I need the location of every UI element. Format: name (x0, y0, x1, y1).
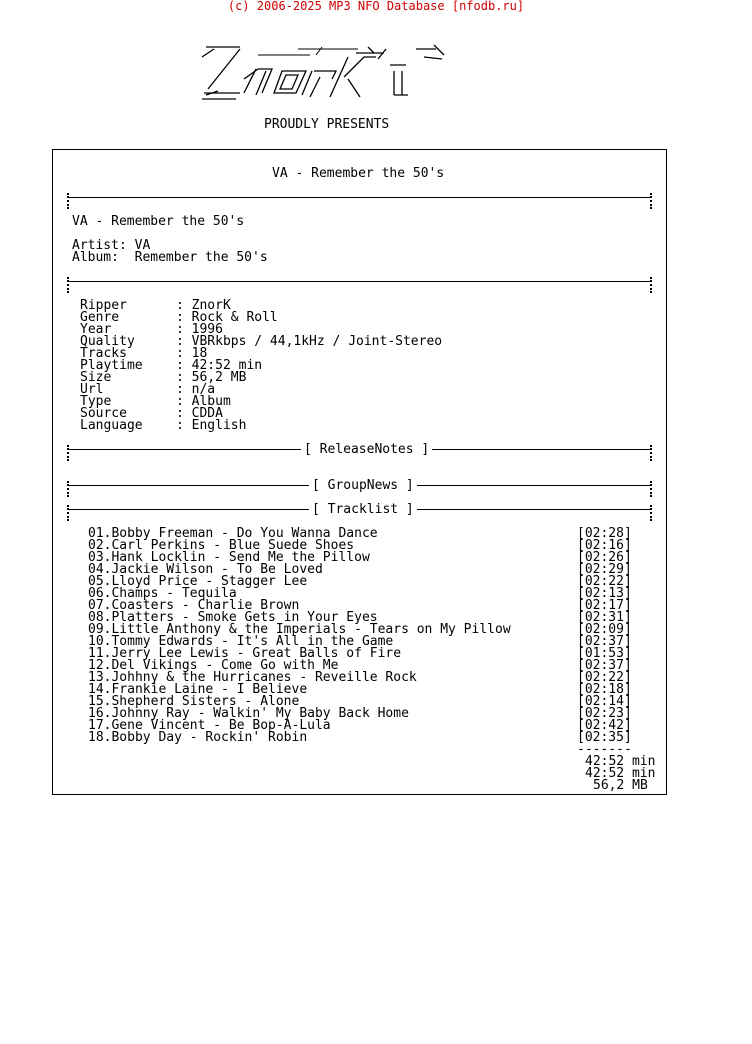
info-row (80, 336, 442, 348)
track-duration: [02:23] (577, 706, 632, 721)
release-notes-heading: [ ReleaseNotes ] (301, 444, 432, 456)
track-title: Johnny Ray - Walkin' My Baby Back Home (111, 706, 409, 721)
release-title: VA - Remember the 50's (272, 166, 445, 181)
track-row (88, 732, 638, 744)
info-value: 42:52 min (191, 358, 263, 373)
info-row (80, 312, 442, 324)
track-duration: [02:31] (577, 610, 632, 625)
total-size: 56,2 MB (593, 778, 648, 793)
total-playtime: 42:52 min (585, 754, 656, 769)
track-number: 07. (88, 598, 112, 613)
track-duration: [02:37] (577, 634, 632, 649)
track-number: 02. (88, 538, 112, 553)
info-key: Quality (80, 334, 135, 349)
track-duration: [02:35] (577, 730, 632, 745)
info-value: 18 (191, 346, 208, 361)
artist-line: Artist: VA (72, 238, 151, 253)
info-separator: : (176, 346, 192, 361)
track-title: Hank Locklin - Send Me the Pillow (111, 550, 370, 565)
release-notes-rule (67, 444, 653, 456)
section-rule (67, 276, 653, 288)
track-number: 15. (88, 694, 112, 709)
info-key: Tracks (80, 346, 127, 361)
track-duration: [02:22] (577, 670, 632, 685)
info-row (80, 372, 442, 384)
track-title: Platters - Smoke Gets in Your Eyes (111, 610, 378, 625)
info-separator: : (176, 394, 192, 409)
info-value: Rock & Roll (191, 310, 278, 325)
track-title: Coasters - Charlie Brown (111, 598, 300, 613)
proudly-presents: PROUDLY PRESENTS (264, 117, 390, 132)
info-key: Size (80, 370, 112, 385)
track-number: 06. (88, 586, 112, 601)
track-number: 16. (88, 706, 112, 721)
info-key: Genre (80, 310, 120, 325)
track-number: 03. (88, 550, 112, 565)
info-key: Ripper (80, 298, 127, 313)
track-number: 17. (88, 718, 112, 733)
album-line: Album: Remember the 50's (72, 250, 268, 265)
track-duration: [02:09] (577, 622, 632, 637)
tracklist-heading: [ Tracklist ] (309, 504, 417, 516)
info-table (80, 300, 442, 432)
track-title: Bobby Freeman - Do You Wanna Dance (111, 526, 378, 541)
info-key: Language (80, 418, 143, 433)
group-news-rule (67, 480, 653, 492)
track-duration: [02:28] (577, 526, 632, 541)
info-value: VBRkbps / 44,1kHz / Joint-Stereo (191, 334, 443, 349)
group-news-heading: [ GroupNews ] (309, 480, 417, 492)
track-title: Gene Vincent - Be Bop-A-Lula (111, 718, 331, 733)
track-duration: [02:42] (577, 718, 632, 733)
info-row (80, 420, 442, 432)
track-title: Johhny & the Hurricanes - Reveille Rock (111, 670, 417, 685)
info-separator: : (176, 334, 192, 349)
track-duration: [02:29] (577, 562, 632, 577)
track-number: 18. (88, 730, 112, 745)
track-title: Jerry Lee Lewis - Great Balls of Fire (111, 646, 402, 661)
track-duration: [02:13] (577, 586, 632, 601)
info-separator: : (176, 370, 192, 385)
track-number: 10. (88, 634, 112, 649)
track-duration: [02:18] (577, 682, 632, 697)
info-separator: : (176, 418, 192, 433)
info-key: Url (80, 382, 104, 397)
release-heading: VA - Remember the 50's (72, 214, 245, 229)
tracklist-rule (67, 504, 653, 516)
track-title: Frankie Laine - I Believe (111, 682, 308, 697)
info-row (80, 360, 442, 372)
track-title: Champs - Tequila (111, 586, 237, 601)
track-number: 01. (88, 526, 112, 541)
info-row (80, 384, 442, 396)
track-number: 05. (88, 574, 112, 589)
track-duration: [02:37] (577, 658, 632, 673)
info-separator: : (176, 358, 192, 373)
track-number: 12. (88, 658, 112, 673)
info-separator: : (176, 382, 192, 397)
track-duration: [02:17] (577, 598, 632, 613)
track-title: Bobby Day - Rockin' Robin (111, 730, 308, 745)
info-value: n/a (191, 382, 216, 397)
info-key: Year (80, 322, 112, 337)
info-separator: : (176, 406, 192, 421)
track-duration: [02:14] (577, 694, 632, 709)
section-rule (67, 192, 653, 204)
info-value: Album (191, 394, 231, 409)
track-title: Jackie Wilson - To Be Loved (111, 562, 323, 577)
track-title: Carl Perkins - Blue Suede Shoes (111, 538, 355, 553)
info-value: CDDA (191, 406, 223, 421)
copyright-notice: (c) 2006-2025 MP3 NFO Database [nfodb.ru] (227, 0, 525, 13)
track-number: 11. (88, 646, 112, 661)
track-title: Del Vikings - Come Go with Me (111, 658, 339, 673)
track-number: 13. (88, 670, 112, 685)
info-key: Playtime (80, 358, 143, 373)
znork-logo (198, 43, 458, 101)
nfo-box (52, 149, 667, 795)
info-key: Type (80, 394, 112, 409)
track-duration: [01:53] (577, 646, 632, 661)
info-separator: : (176, 322, 192, 337)
track-number: 08. (88, 610, 112, 625)
track-title: Little Anthony & the Imperials - Tears on My Pillow (111, 622, 511, 637)
track-title: Tommy Edwards - It's All in the Game (111, 634, 394, 649)
info-value: English (191, 418, 247, 433)
info-key: Source (80, 406, 127, 421)
tracklist (88, 528, 638, 744)
track-number: 09. (88, 622, 112, 637)
track-number: 04. (88, 562, 112, 577)
info-value: 1996 (191, 322, 223, 337)
track-duration: [02:26] (577, 550, 632, 565)
track-title: Lloyd Price - Stagger Lee (111, 574, 308, 589)
total-playtime-repeat: 42:52 min (585, 766, 656, 781)
totals-separator: ------- (577, 742, 632, 757)
info-row (80, 396, 442, 408)
info-separator: : (176, 298, 192, 313)
info-value: 56,2 MB (191, 370, 247, 385)
track-duration: [02:16] (577, 538, 632, 553)
info-separator: : (176, 310, 192, 325)
info-value: ZnorK (191, 298, 231, 313)
track-duration: [02:22] (577, 574, 632, 589)
track-number: 14. (88, 682, 112, 697)
track-title: Shepherd Sisters - Alone (111, 694, 300, 709)
